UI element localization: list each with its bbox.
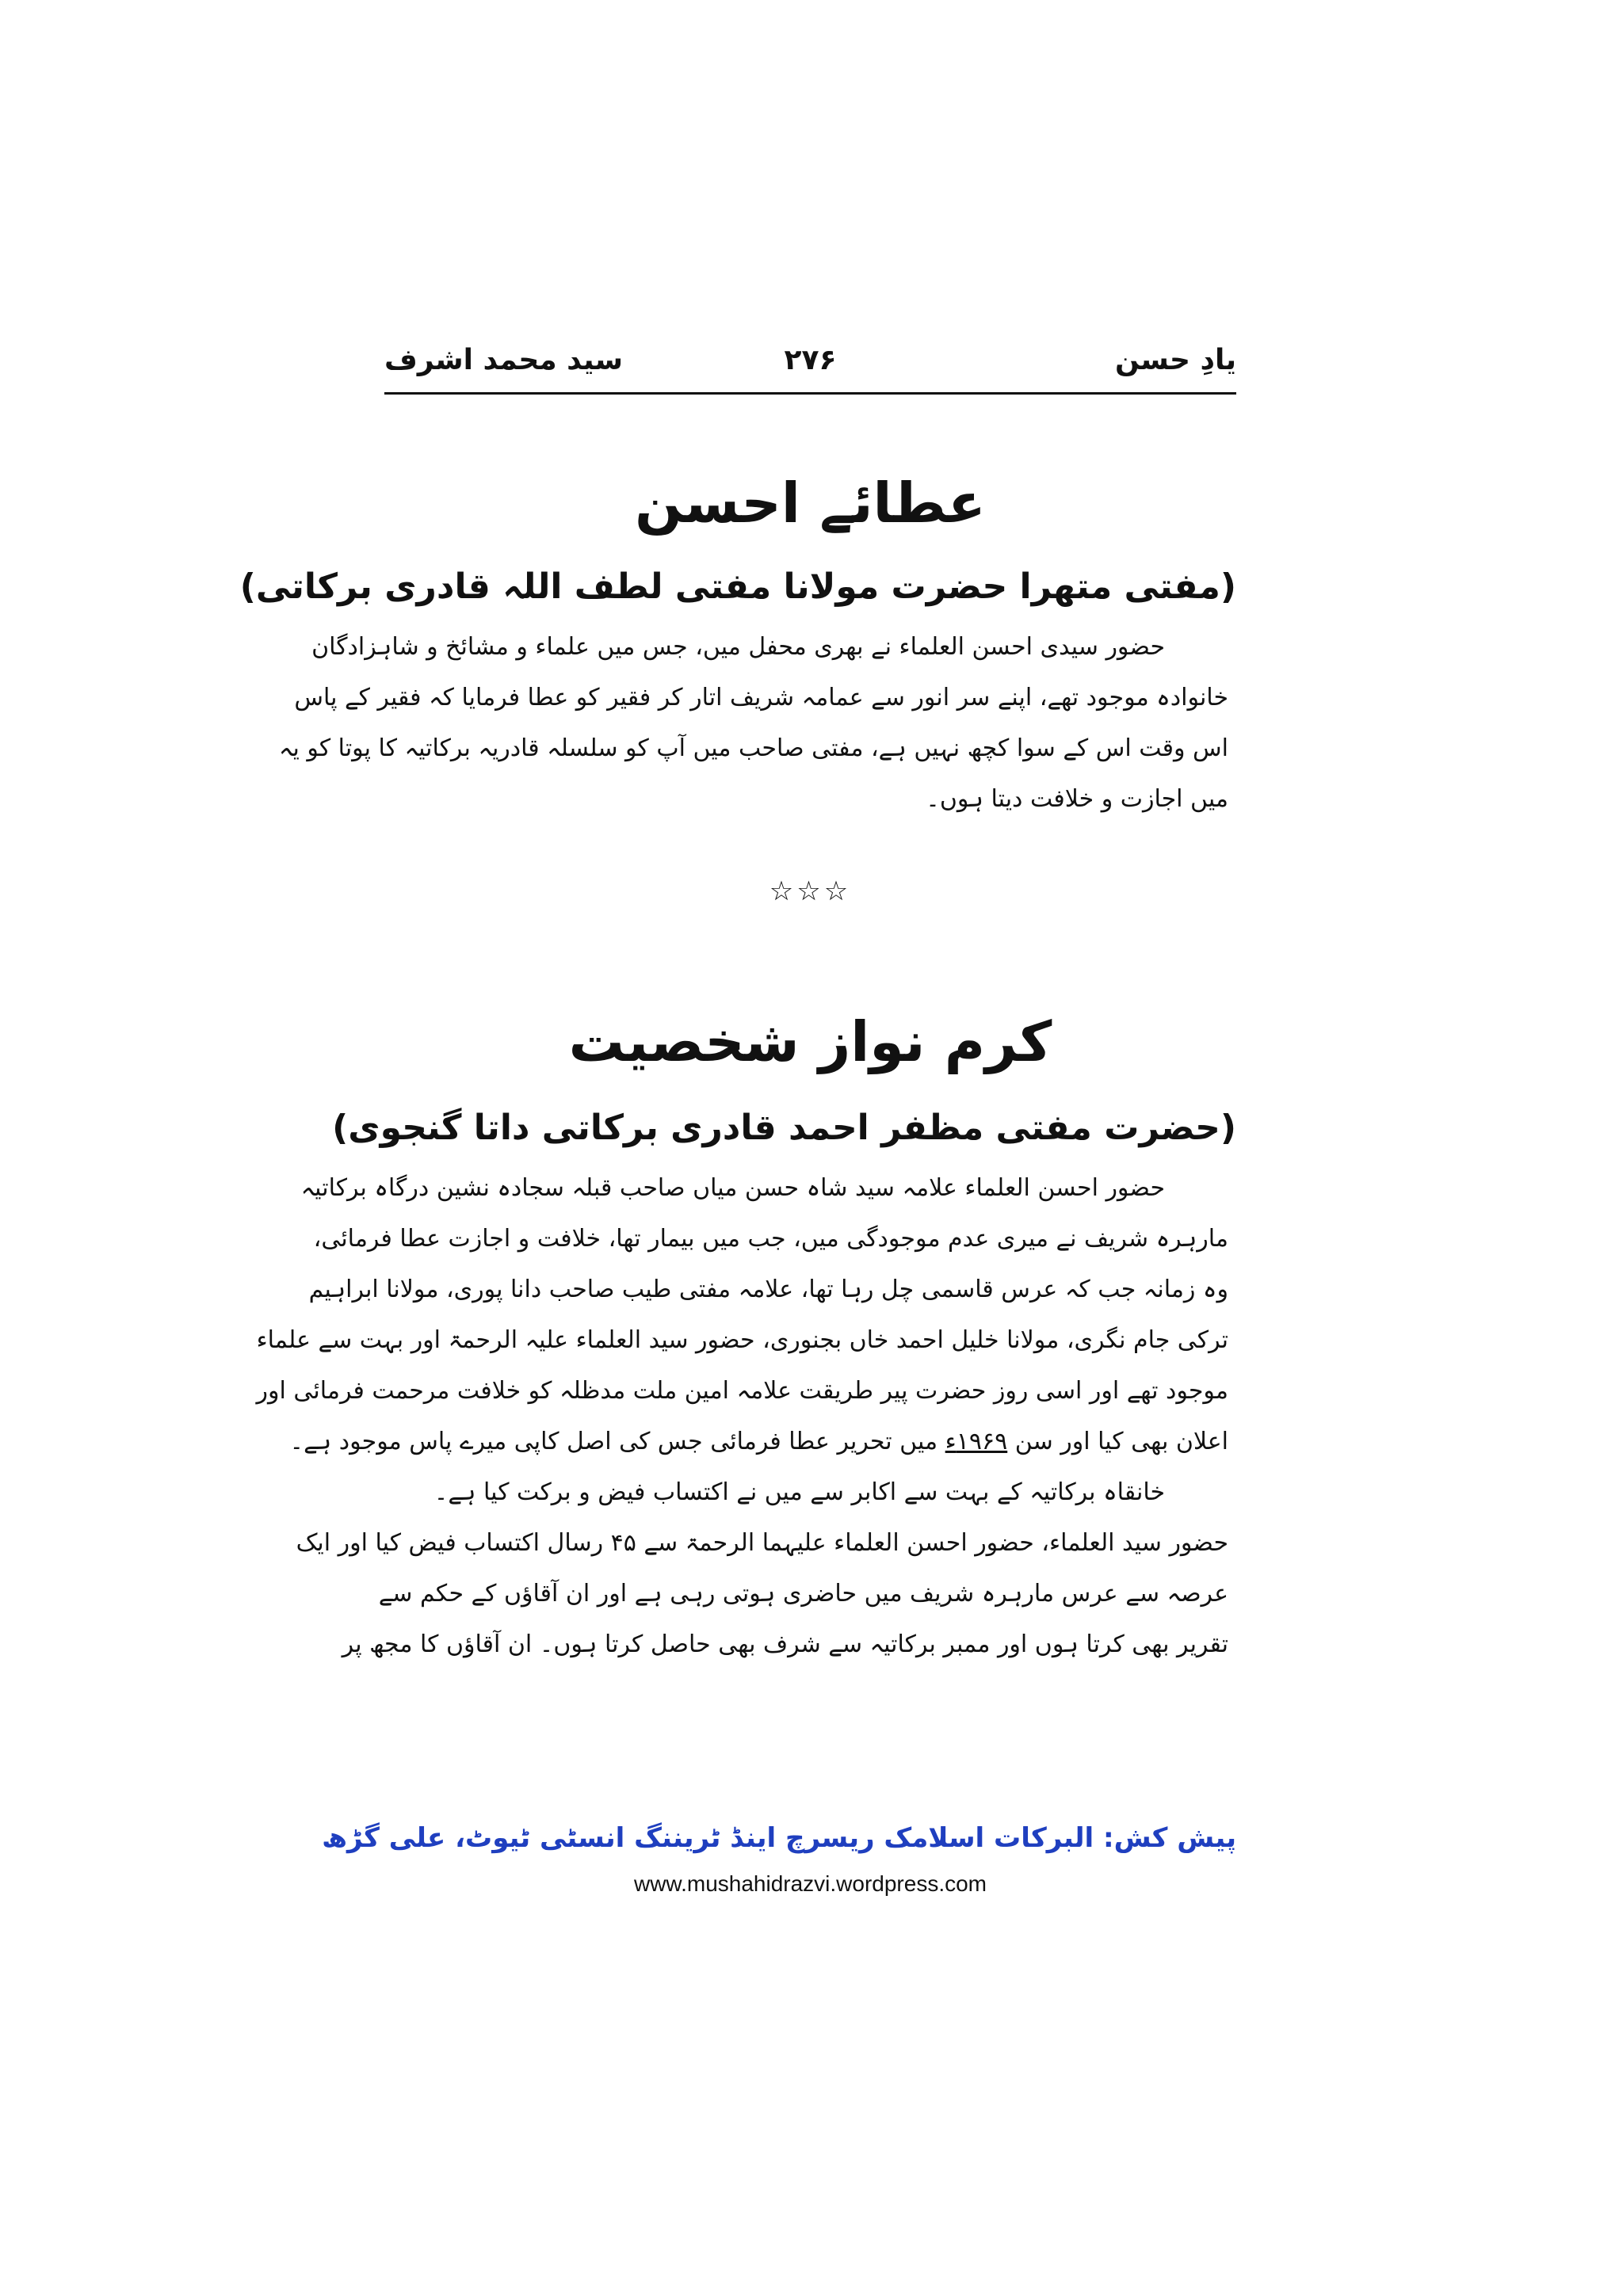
author-name: سید محمد اشرف (384, 344, 624, 376)
year-underlined: ۱۹۶۹ء (945, 1428, 1008, 1455)
book-title: یادِ حسن (1114, 344, 1236, 376)
section-2-line (289, 1417, 1228, 1467)
section-2-body (256, 1163, 1228, 1670)
section-2-line: مارہرہ شریف نے میری عدم موجودگی میں، جب میں بیمار تھا، خلافت و اجازت عطا فرمائی، (313, 1225, 1228, 1253)
section-2-line: عرصہ سے عرس مارہرہ شریف میں حاضری ہوتی رہی ہے اور ان آقاؤں کے حکم سے (378, 1580, 1228, 1608)
section-2-line: خانقاہ برکاتیہ کے بہت سے اکابر سے میں نے اکتساب فیض و برکت کیا ہے۔ (433, 1478, 1165, 1506)
section-1-subtitle: (مفتی متھرا حضرت مولانا مفتی لطف اللہ قادری برکاتی) (239, 566, 1236, 607)
section-2-line: وہ زمانہ جب کہ عرس قاسمی چل رہا تھا، علامہ مفتی طیب صاحب دانا پوری، مولانا ابراہیم (308, 1276, 1228, 1303)
section-2-line: موجود تھے اور اسی روز حضرت پیر طریقت علامہ امین ملت مدظلہ کو خلافت مرحمت فرمائی اور (256, 1377, 1228, 1405)
section-2-title: کرم نواز شخصیت (568, 1009, 1052, 1074)
page-number: ۲۷۶ (784, 344, 837, 376)
section-1-body (278, 622, 1228, 825)
section-1-line: اس وقت اس کے سوا کچھ نہیں ہے، مفتی صاحب میں آپ کو سلسلہ قادریہ برکاتیہ کا پوتا کو یہ (278, 734, 1228, 762)
section-2-line: ترکی جام نگری، مولانا خلیل احمد خاں بجنوری، حضور سید العلماء علیہ الرحمۃ اور بہت سے علماء (256, 1326, 1228, 1354)
line-text: میں تحریر عطا فرمائی جس کی اصل کاپی میرے پاس موجود ہے۔ (289, 1428, 945, 1455)
section-1-title: عطائے احسن (635, 471, 986, 536)
running-header (384, 337, 1236, 395)
website-url: www.mushahidrazvi.wordpress.com (633, 1871, 987, 1896)
line-text: اعلان بھی کیا اور سن (1007, 1428, 1228, 1455)
section-1-line: حضور سیدی احسن العلماء نے بھری محفل میں، جس میں علماء و مشائخ و شاہزادگان (311, 633, 1165, 661)
section-2-subtitle: (حضرت مفتی مظفر احمد قادری برکاتی داتا گنجوی) (332, 1108, 1236, 1148)
section-2-line: حضور احسن العلماء علامہ سید شاہ حسن میاں صاحب قبلہ سجادہ نشین درگاہ برکاتیہ (300, 1174, 1165, 1202)
publisher-credit: پیش کش: البرکات اسلامک ریسرچ اینڈ ٹریننگ انسٹی ٹیوٹ، علی گڑھ (322, 1822, 1236, 1854)
section-2-line: تقریر بھی کرتا ہوں اور ممبر برکاتیہ سے شرف بھی حاصل کرتا ہوں۔ ان آقاؤں کا مجھ پر (342, 1630, 1228, 1658)
section-1-line: میں اجازت و خلافت دیتا ہوں۔ (926, 785, 1228, 813)
section-2-line: حضور سید العلماء، حضور احسن العلماء علیہما الرحمۃ سے ۴۵ رسال اکتساب فیض کیا اور ایک (296, 1529, 1228, 1557)
section-divider-stars: ☆☆☆ (769, 875, 852, 907)
section-1-line: خانوادہ موجود تھے، اپنے سر انور سے عمامہ شریف اتار کر فقیر کو عطا فرمایا کہ فقیر کے پاس (294, 684, 1228, 711)
